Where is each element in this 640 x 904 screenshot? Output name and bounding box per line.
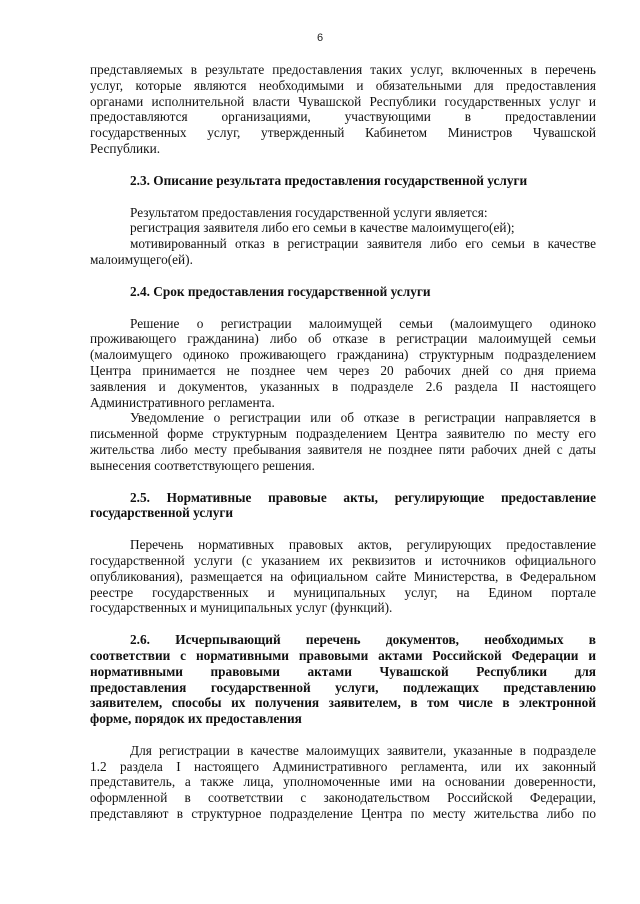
- paragraph-continuation: [90, 62, 596, 157]
- text-line: Уведомление о регистрации или об отказе в регистрации направляется в: [130, 410, 596, 426]
- text-line: Административного регламента.: [90, 394, 275, 410]
- heading-line: форме, порядок их предоставления: [90, 711, 302, 727]
- section-heading-2-6: [90, 632, 596, 727]
- text-line: предоставляются организациями, участвующими в предоставлении: [90, 109, 596, 125]
- text-line: заявления и документов, указанных в подразделе 2.6 раздела II настоящего: [90, 378, 596, 394]
- document-body: [90, 62, 596, 822]
- text-line: Результатом предоставления государственной услуги является:: [130, 204, 488, 220]
- heading-line: государственной услуги: [90, 505, 234, 521]
- paragraph-2-3: [90, 205, 596, 268]
- paragraph-2-4-b: [90, 410, 596, 473]
- text-line: органами исполнительной власти Чувашской Республики государственных услуг и: [90, 93, 596, 109]
- text-line: Республики.: [90, 140, 161, 156]
- section-heading-2-5: [90, 490, 596, 522]
- heading-line: 2.5. Нормативные правовые акты, регулирующие предоставление: [130, 489, 596, 505]
- text-line: Центра принимается не позднее чем через 20 рабочих дней со дня приема: [90, 362, 596, 378]
- text-line: Перечень нормативных правовых актов, регулирующих предоставление: [130, 537, 596, 553]
- text-line: 1.2 раздела I настоящего Административного регламента, или их законный: [90, 758, 596, 774]
- text-line: государственной услуги (с указанием их реквизитов и источников официального: [90, 552, 596, 568]
- text-line: регистрация заявителя либо его семьи в качестве малоимущего(ей);: [130, 220, 515, 236]
- paragraph-2-6: [90, 743, 596, 822]
- heading-line: соответствии с нормативными правовыми актами Российской Федерации и: [90, 647, 596, 663]
- text-line: представляемых в результате предоставления таких услуг, включенных в перечень: [90, 62, 596, 77]
- text-line: представляют в структурное подразделение Центра по месту жительства либо по: [90, 806, 596, 822]
- text-line: малоимущего(ей).: [90, 251, 193, 267]
- text-line: представитель, а также лица, уполномоченные ими на основании доверенности,: [90, 774, 596, 790]
- paragraph-2-4-a: [90, 316, 596, 411]
- page-number: 6: [316, 32, 324, 44]
- text-line: реестре государственных и муниципальных услуг, на Едином портале: [90, 584, 596, 600]
- heading-line: нормативными правовыми актами Чувашской Республики для: [90, 663, 596, 679]
- text-line: услуг, которые являются необходимыми и обязательными для предоставления: [90, 77, 596, 93]
- heading-line: заявителем, способы их получения заявителем, в том числе в электронной: [90, 695, 596, 711]
- text-line: письменной форме структурным подразделением Центра заявителю по месту его: [90, 426, 596, 442]
- text-line: мотивированный отказ в регистрации заявителя либо его семьи в качестве: [130, 236, 596, 252]
- heading-line: 2.6. Исчерпывающий перечень документов, необходимых в: [130, 632, 596, 648]
- text-line: оформленной в соответствии с законодательством Российской Федерации,: [90, 790, 596, 806]
- text-line: вынесения соответствующего решения.: [90, 457, 315, 473]
- paragraph-2-5: [90, 537, 596, 616]
- section-heading-2-4: 2.4. Срок предоставления государственной услуги: [130, 283, 431, 299]
- text-line: государственных услуг, утвержденный Кабинетом Министров Чувашской: [90, 125, 596, 141]
- text-line: государственных и муниципальных услуг (функций).: [90, 600, 393, 616]
- text-line: (малоимущего одиноко проживающего гражданина) структурным подразделением: [90, 347, 596, 363]
- text-line: проживающего гражданина) либо об отказе в регистрации малоимущей семьи: [90, 331, 596, 347]
- text-line: Для регистрации в качестве малоимущих заявители, указанные в подразделе: [130, 742, 596, 758]
- text-line: опубликования), размещается на официальном сайте Министерства, в Федеральном: [90, 568, 596, 584]
- heading-line: предоставления государственной услуги, подлежащих представлению: [90, 679, 596, 695]
- text-line: жительства либо месту пребывания заявителя не позднее пяти рабочих дней с даты: [90, 441, 596, 457]
- text-line: Решение о регистрации малоимущей семьи (малоимущего одиноко: [130, 315, 596, 331]
- section-heading-2-3: 2.3. Описание результата предоставления государственной услуги: [130, 172, 528, 188]
